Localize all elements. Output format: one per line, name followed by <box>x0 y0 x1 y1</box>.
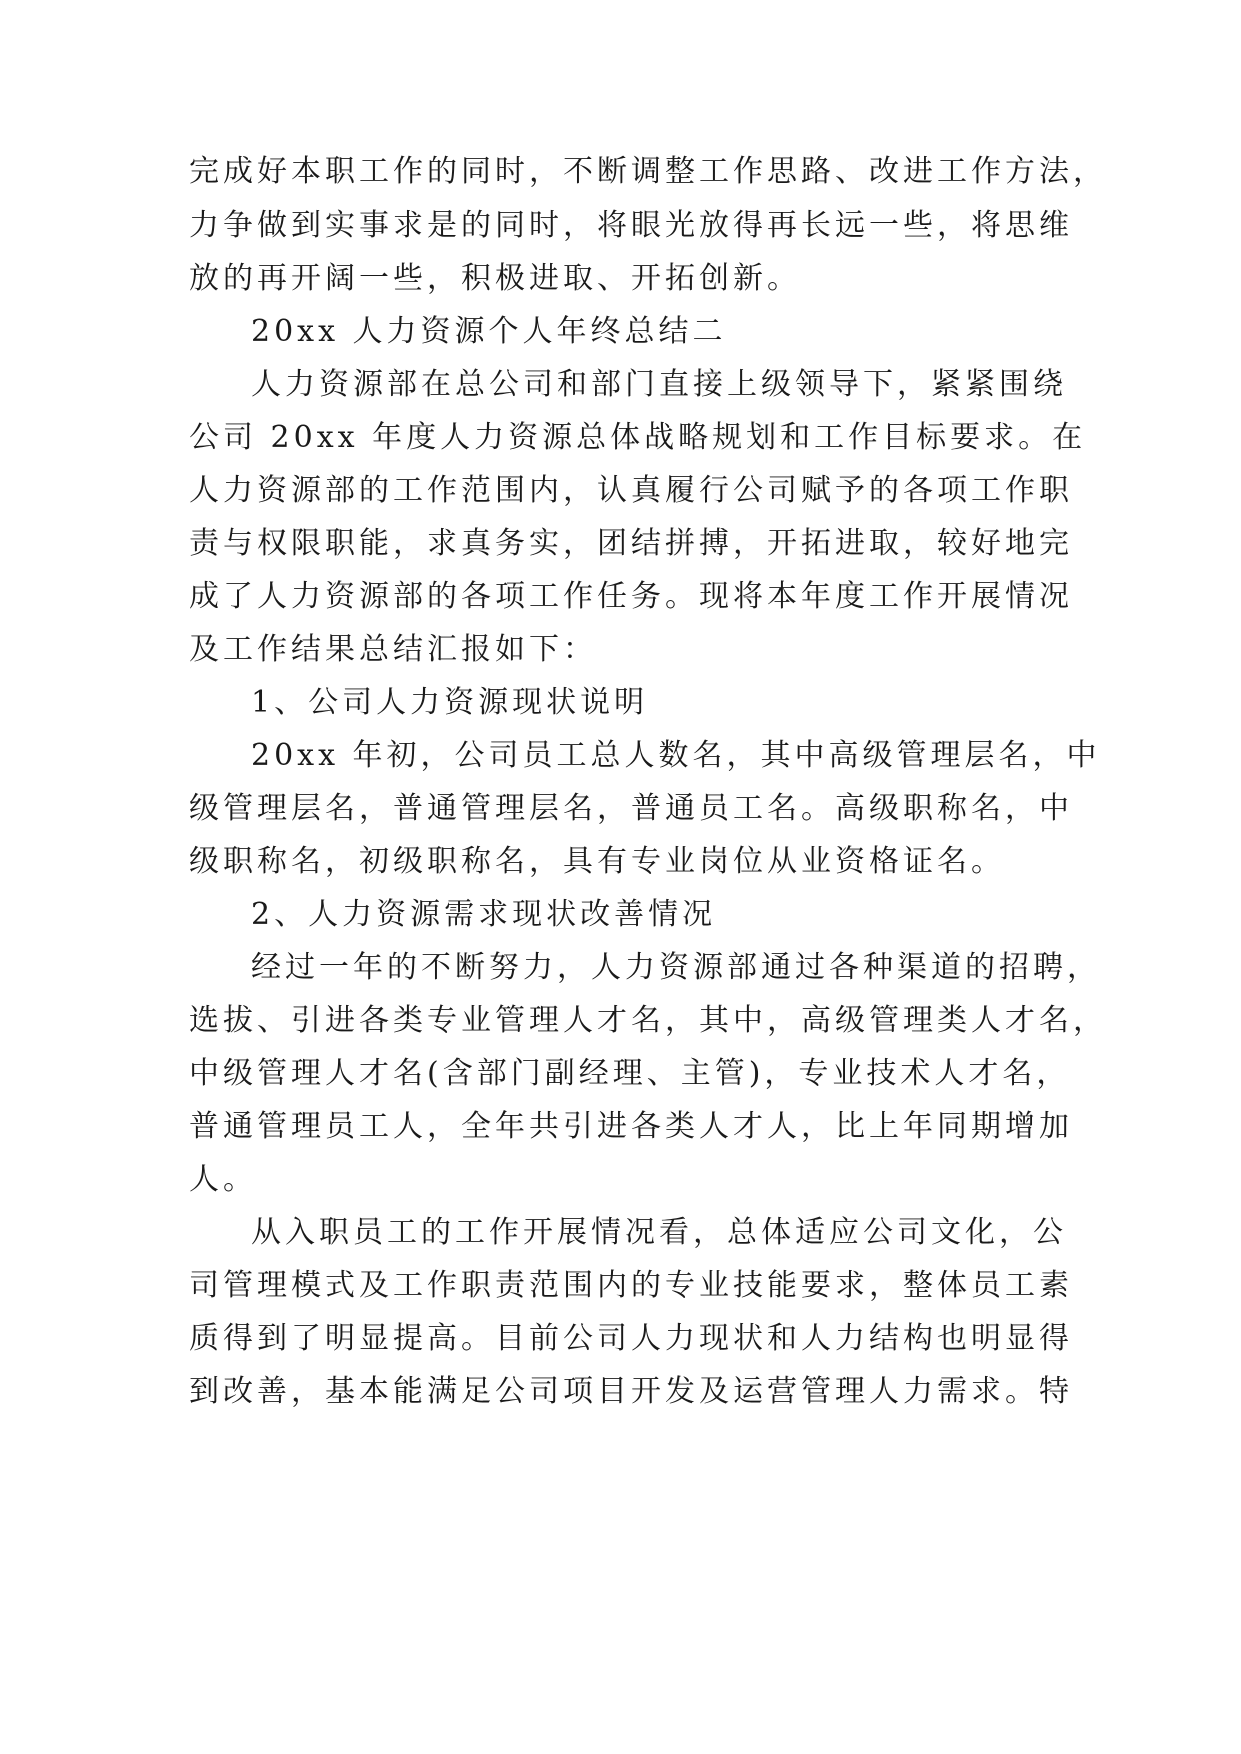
text-line: 放的再开阔一些，积极进取、开拓创新。 <box>189 261 801 296</box>
subsection-heading: 1、公司人力资源现状说明 <box>251 685 649 720</box>
text-line: 中级管理人才名(含部门副经理、主管)，专业技术人才名， <box>189 1056 1071 1091</box>
text-line: 20xx 年初，公司员工总人数名，其中高级管理层名，中 <box>251 738 1101 773</box>
text-line: 普通管理员工人，全年共引进各类人才人，比上年同期增加 <box>189 1109 1073 1144</box>
text-line: 及工作结果总结汇报如下： <box>189 632 597 667</box>
section-heading: 20xx 人力资源个人年终总结二 <box>251 314 727 349</box>
text-line: 成了人力资源部的各项工作任务。现将本年度工作开展情况 <box>189 579 1073 614</box>
text-line: 经过一年的不断努力，人力资源部通过各种渠道的招聘， <box>251 950 1101 985</box>
text-line: 完成好本职工作的同时，不断调整工作思路、改进工作方法， <box>189 154 1107 189</box>
text-line: 责与权限职能，求真务实，团结拼搏，开拓进取，较好地完 <box>189 526 1073 561</box>
text-line: 力争做到实事求是的同时，将眼光放得再长远一些，将思维 <box>189 208 1073 243</box>
text-line: 公司 20xx 年度人力资源总体战略规划和工作目标要求。在 <box>189 420 1087 455</box>
text-line: 从入职员工的工作开展情况看，总体适应公司文化，公 <box>251 1215 1067 1250</box>
text-line: 到改善，基本能满足公司项目开发及运营管理人力需求。特 <box>189 1374 1073 1409</box>
text-line: 人力资源部的工作范围内，认真履行公司赋予的各项工作职 <box>189 473 1073 508</box>
text-line: 质得到了明显提高。目前公司人力现状和人力结构也明显得 <box>189 1321 1073 1356</box>
subsection-heading: 2、人力资源需求现状改善情况 <box>251 897 717 932</box>
text-line: 司管理模式及工作职责范围内的专业技能要求，整体员工素 <box>189 1268 1073 1303</box>
text-line: 选拔、引进各类专业管理人才名，其中，高级管理类人才名， <box>189 1003 1107 1038</box>
text-line: 人。 <box>189 1162 257 1197</box>
text-line: 级职称名，初级职称名，具有专业岗位从业资格证名。 <box>189 844 1005 879</box>
text-line: 级管理层名，普通管理层名，普通员工名。高级职称名，中 <box>189 791 1073 826</box>
text-line: 人力资源部在总公司和部门直接上级领导下，紧紧围绕 <box>251 367 1067 402</box>
